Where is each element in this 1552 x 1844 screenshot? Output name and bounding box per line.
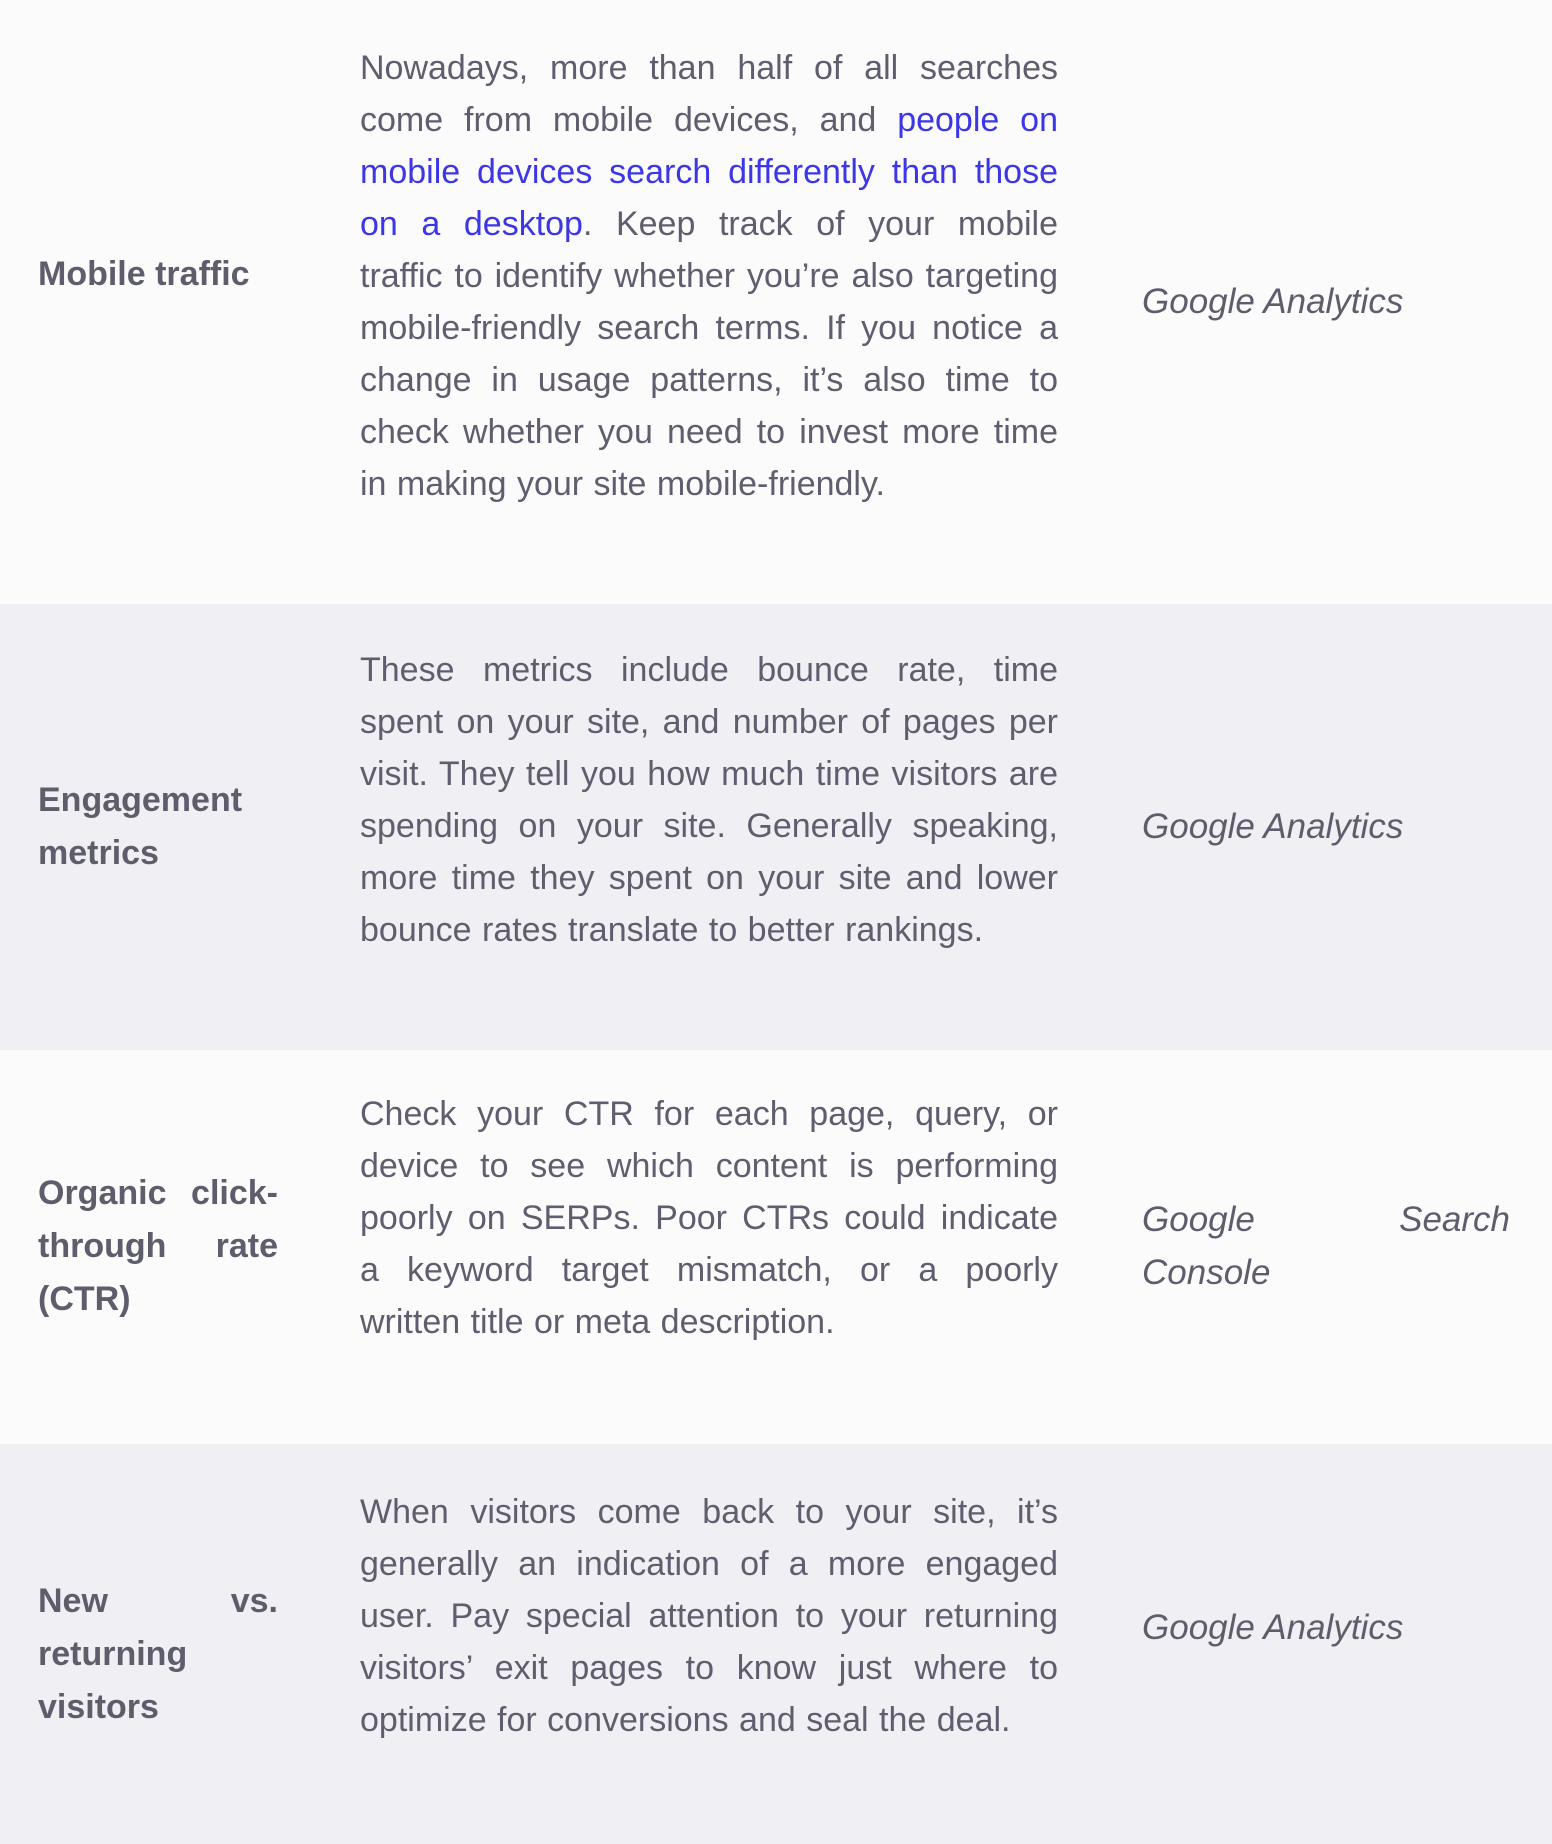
table-row-organic-ctr xyxy=(0,1050,1552,1444)
metric-tool: Google Analytics xyxy=(1142,1608,1404,1647)
metric-tool: Google Search Console xyxy=(1142,1200,1510,1292)
description-text-continued: . Keep track of your mobile traffic to identify whether you’re also targeting mobile-friendly search terms. If you notice a change in usage patterns, it’s also time to check whether you need to invest more time in making your site mobile-friendly. xyxy=(360,205,1058,503)
table-row-new-vs-returning xyxy=(0,1444,1552,1844)
metric-tool: Google Analytics xyxy=(1142,282,1404,321)
metric-name: Mobile traffic xyxy=(38,255,250,293)
metric-tool: Google Analytics xyxy=(1142,807,1404,846)
metric-description: Check your CTR for each page, query, or device to see which content is performing poorly on SERPs. Poor CTRs could indicate a keyword target mismatch, or a poorly written title or meta description. xyxy=(360,1095,1058,1341)
metric-description xyxy=(360,42,1058,510)
mobile-search-link[interactable]: people on mobile devices search differently than those on a desktop xyxy=(360,101,1058,243)
table-row-mobile-traffic xyxy=(0,0,1552,604)
table-row-engagement-metrics xyxy=(0,604,1552,1050)
description-text: Nowadays, more than half of all searches come from mobile devices, and xyxy=(360,49,1058,139)
metric-name: New vs. returning visitors xyxy=(38,1582,278,1726)
metric-description: When visitors come back to your site, it’s generally an indication of a more engaged user. Pay special attention to your returning visitors’ exit pages to know just where to optimize for conversions and seal the deal. xyxy=(360,1493,1058,1739)
metric-name: Organic click-through rate (CTR) xyxy=(38,1174,278,1318)
metric-description: These metrics include bounce rate, time spent on your site, and number of pages per visit. They tell you how much time visitors are spending on your site. Generally speaking, more time they spent on your site and lower bounce rates translate to better rankings. xyxy=(360,651,1058,949)
metric-name: Engagement metrics xyxy=(38,781,243,872)
